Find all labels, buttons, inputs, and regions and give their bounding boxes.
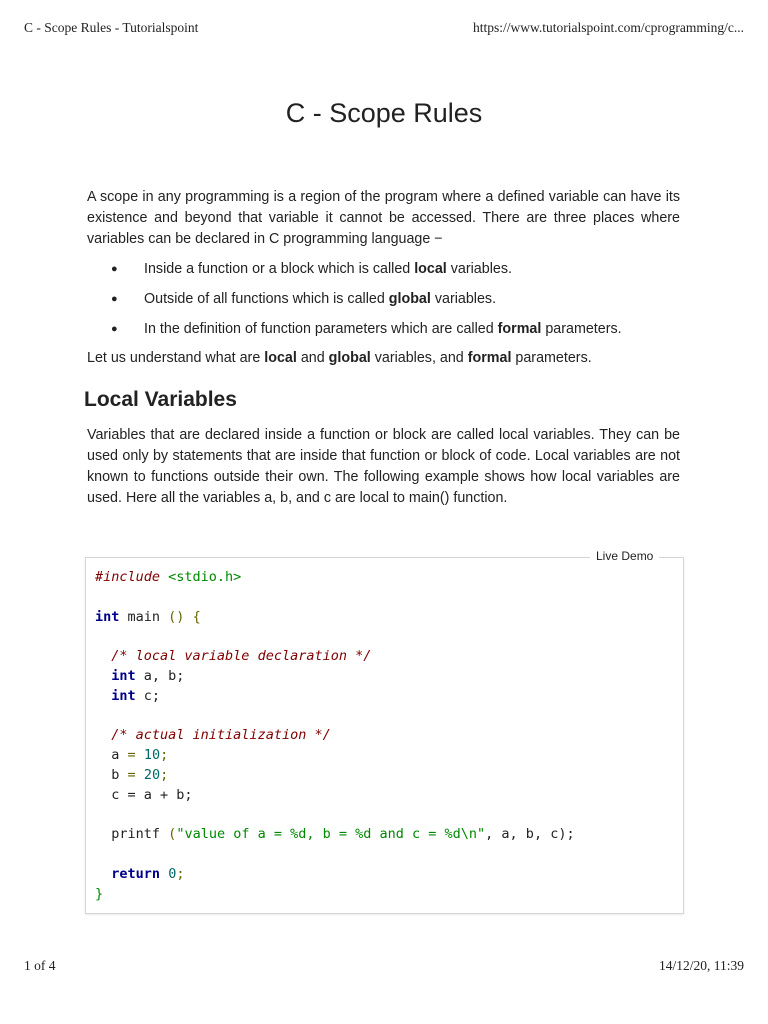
section-heading-local-variables: Local Variables: [84, 388, 237, 411]
scope-bullet-list: [87, 259, 680, 349]
live-demo-link[interactable]: Live Demo: [590, 548, 659, 564]
bullet-local: ● Inside a function or a block which is called local variables.: [87, 259, 680, 289]
local-variables-paragraph: Variables that are declared inside a function or block are called local variables. They can be used only by statements that are inside that function or block of code. Local variables are not known to functions outside their own. The following example shows how local variables are used. Here all the variables a, b, and c are local to main() function.: [87, 427, 680, 506]
page-indicator: 1 of 4: [24, 958, 56, 973]
bullet-dot-icon: ●: [111, 263, 118, 275]
bullet-global: ● Outside of all functions which is called global variables.: [87, 289, 680, 319]
code-listing: #include <stdio.h> int main () { /* local variable declaration */ int a, b; int c; /* actual initialization */ a = 10; b = 20; c = a + b; printf ("value of a = %d, b = %d and c = %d\n", a, b, c); return 0; }: [95, 569, 575, 902]
summary-paragraph: Let us understand what are local and global variables, and formal parameters.: [87, 350, 592, 366]
intro-paragraph: A scope in any programming is a region of the program where a defined variable can have its existence and beyond that variable it cannot be accessed. There are three places where variables can be declared in C programming language −: [87, 189, 680, 247]
browser-page-title: C - Scope Rules - Tutorialspoint: [24, 20, 199, 35]
bullet-dot-icon: ●: [111, 323, 118, 335]
bullet-dot-icon: ●: [111, 293, 118, 305]
bullet-formal: ● In the definition of function parameters which are called formal parameters.: [87, 319, 680, 349]
print-datetime: 14/12/20, 11:39: [658, 958, 744, 973]
page-url[interactable]: https://www.tutorialspoint.com/cprogramming/c...: [473, 20, 744, 35]
code-example-block: [85, 557, 684, 914]
page-title: C - Scope Rules: [285, 98, 483, 128]
